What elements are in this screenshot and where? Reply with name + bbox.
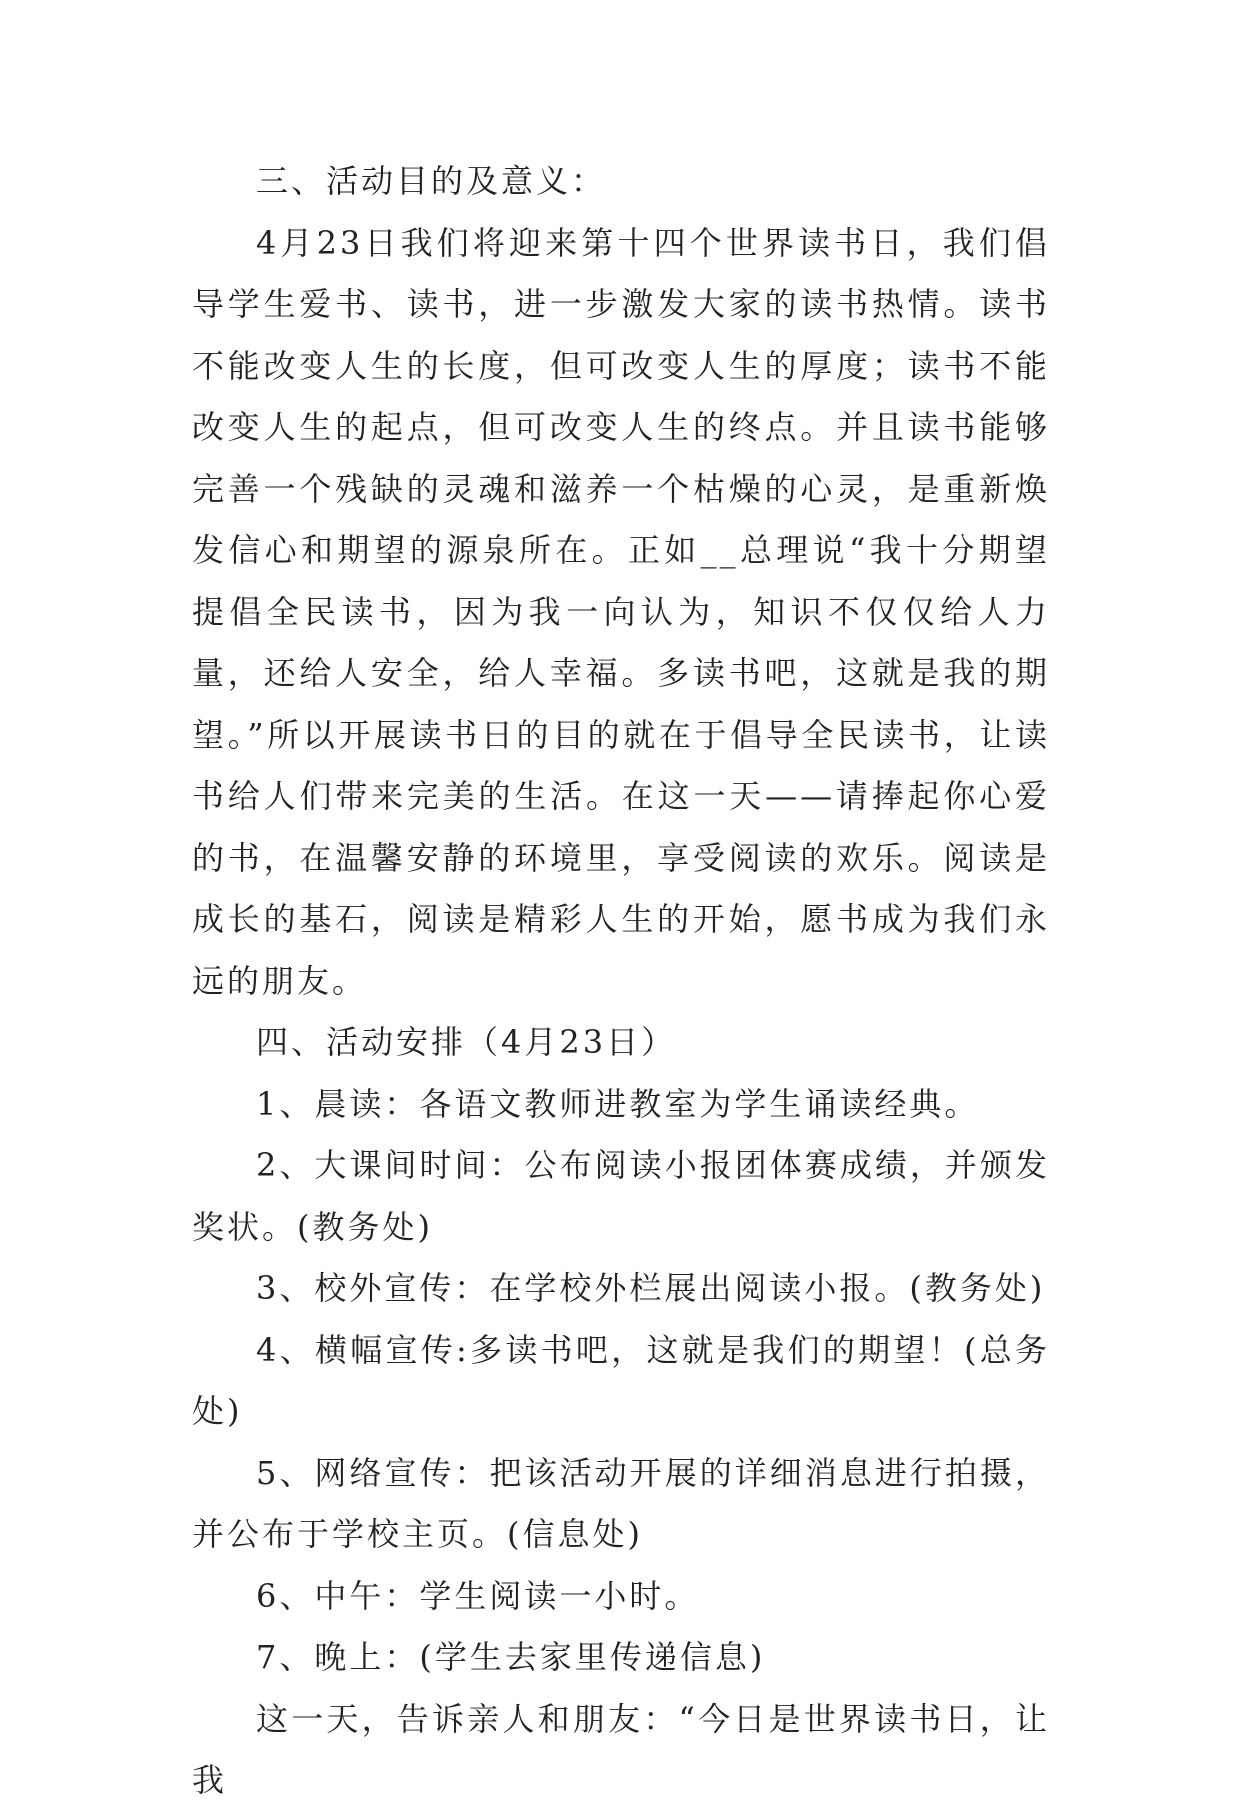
closing-paragraph: 这一天，告诉亲人和朋友：“今日是世界读书日，让我 bbox=[192, 1699, 1050, 1799]
paragraph-purpose-text: 4月23日我们将迎来第十四个世界读书日，我们倡导学生爱书、读书，进一步激发大家的读书热情。读书不能改变人生的长度，但可改变人生的厚度；读书不能改变人生的起点，但可改变人生的终点。并且读书能够完善一个残缺的灵魂和滋养一个枯燥的心灵，是重新焕发信心和期望的源泉所在。正如__总理说“我十分期望提倡全民读书，因为我一向认为，知识不仅仅给人力量，还给人安全，给人幸福。多读书吧，这就是我的期望。”所以开展读书日的目的就在于倡导全民读书，让读书给人们带来完美的生活。在这一天——请捧起你心爱的书，在温馨安静的环境里，享受阅读的欢乐。阅读是成长的基石，阅读是精彩人生的开始，愿书成为我们永远的朋友。 bbox=[192, 223, 1050, 1000]
section-heading-purpose: 三、活动目的及意义： bbox=[256, 162, 607, 200]
schedule-item-3: 3、校外宣传：在学校外栏展出阅读小报。(教务处) bbox=[256, 1269, 1046, 1307]
document-body bbox=[192, 151, 1050, 1812]
schedule-item-1: 1、晨读：各语文教师进教室为学生诵读经典。 bbox=[256, 1084, 980, 1123]
schedule-item-6: 6、中午：学生阅读一小时。 bbox=[256, 1576, 700, 1615]
schedule-item-5: 5、网络宣传：把该活动开展的详细消息进行拍摄，并公布于学校主页。(信息处) bbox=[192, 1453, 1050, 1553]
schedule-item-7: 7、晚上：(学生去家里传递信息) bbox=[256, 1638, 766, 1676]
section-heading-schedule: 四、活动安排（4月23日） bbox=[256, 1023, 677, 1061]
schedule-item-2: 2、大课间时间：公布阅读小报团体赛成绩，并颁发奖状。(教务处) bbox=[192, 1146, 1050, 1246]
schedule-item-4: 4、横幅宣传:多读书吧，这就是我们的期望！(总务处) bbox=[192, 1330, 1050, 1430]
